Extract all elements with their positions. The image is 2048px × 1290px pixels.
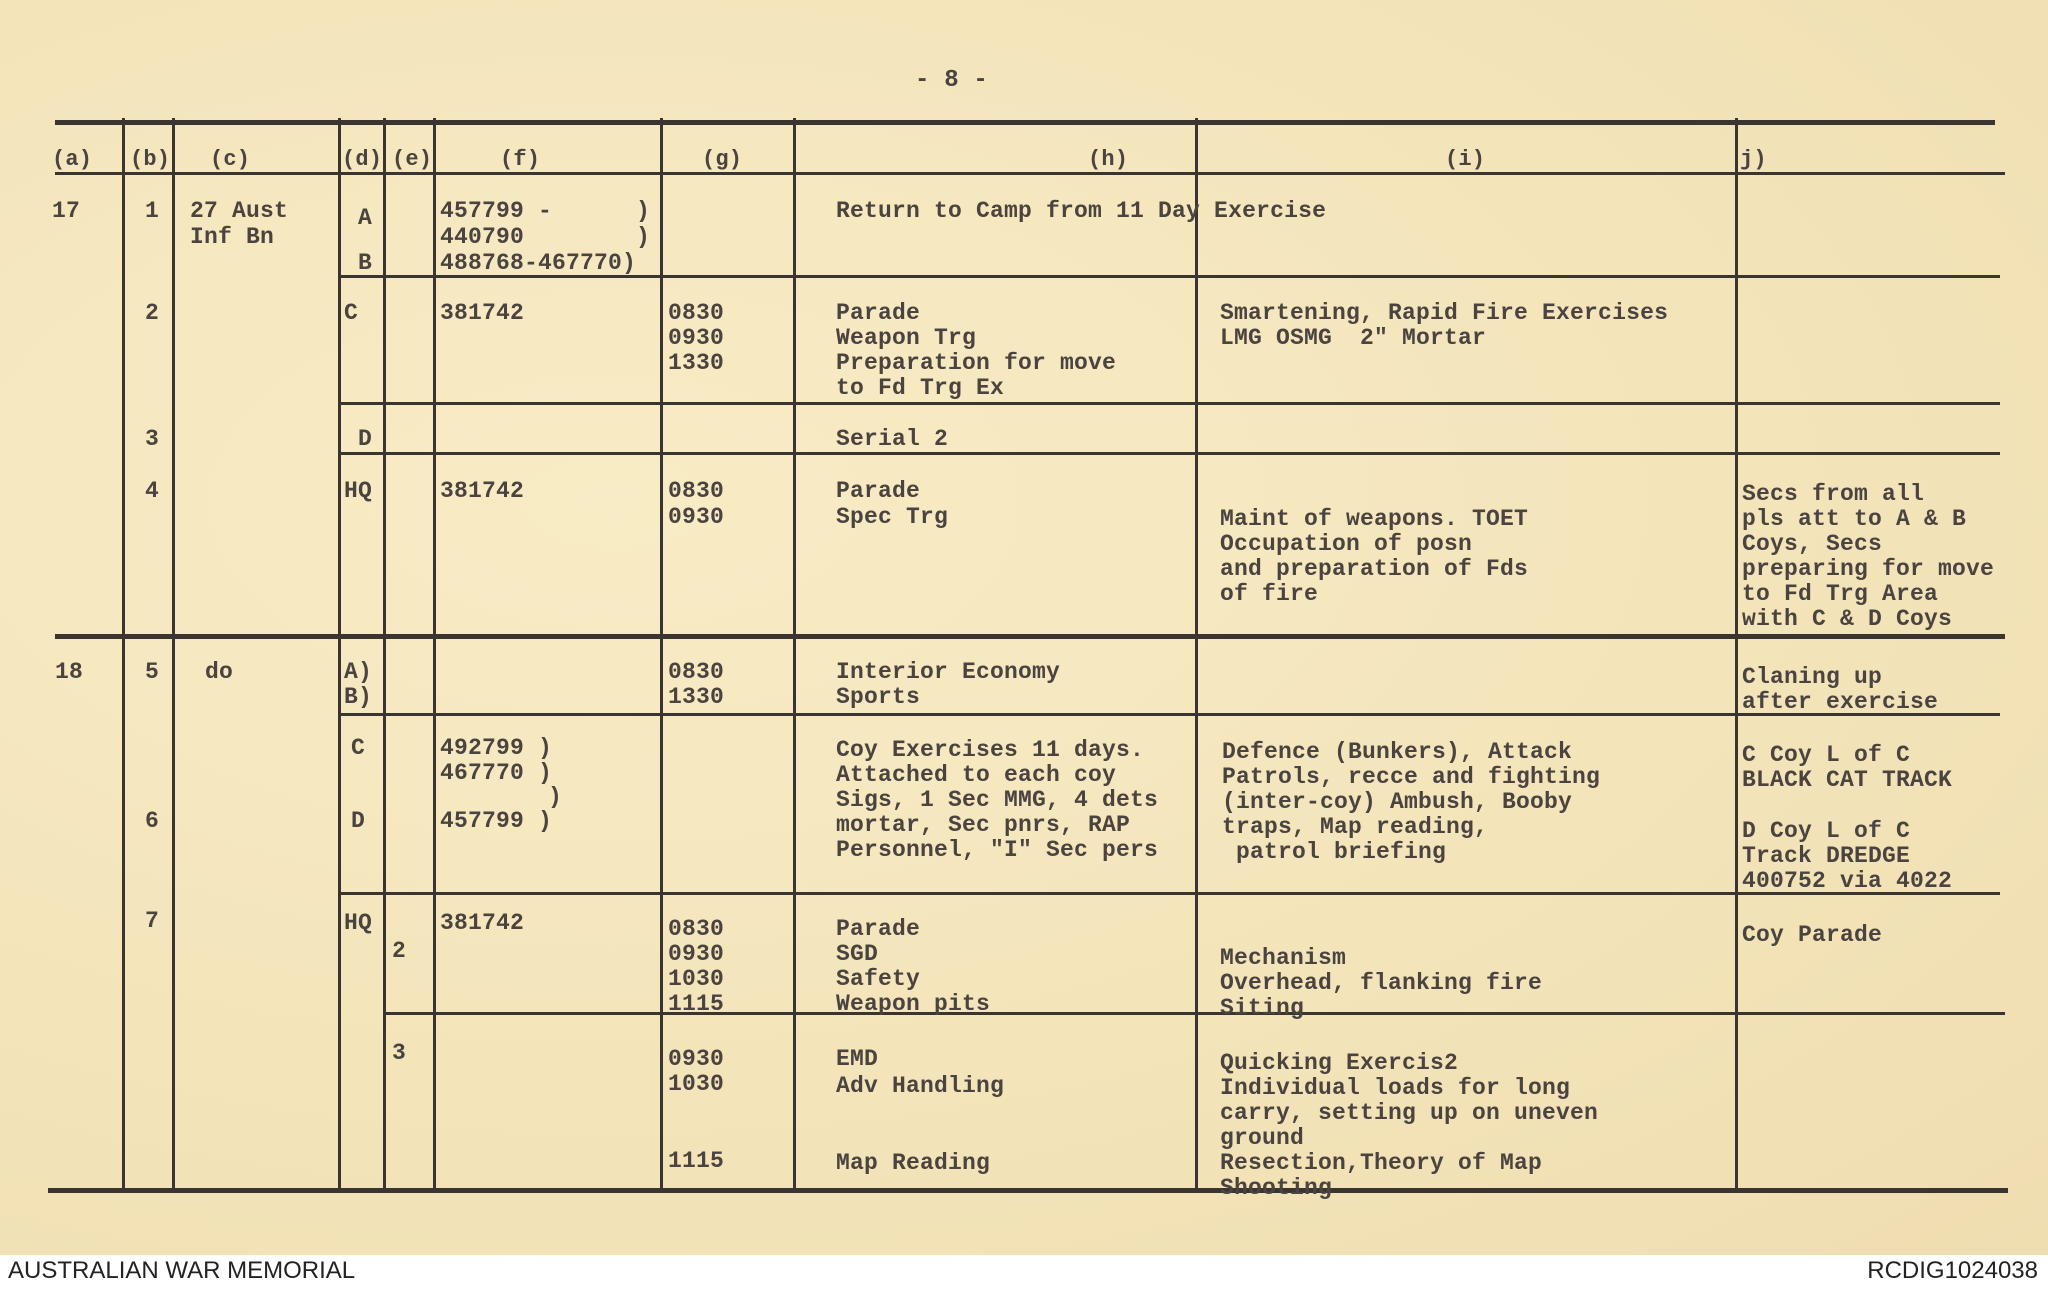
row3-serial: 3: [145, 426, 160, 452]
row1-coy-a: A: [358, 205, 373, 231]
row6-activity-2: Attached to each coy: [836, 762, 1117, 788]
header-h: (h): [1088, 147, 1129, 172]
row4-detail-4: of fire: [1220, 581, 1319, 607]
row2-serial: 2: [145, 300, 160, 326]
row1-ref-line1: 457799 - ): [440, 198, 651, 224]
row8-activity-1: EMD: [836, 1046, 879, 1072]
row6-ref-2: 467770 ): [440, 760, 553, 786]
col-rule-a: [122, 118, 125, 1190]
row4-remark-5: to Fd Trg Area: [1742, 581, 1939, 607]
row6-ref-1: 492799 ): [440, 735, 553, 761]
row2-time-1: 0830: [668, 300, 725, 326]
row6-detail-4: traps, Map reading,: [1222, 814, 1489, 840]
archive-footer: [0, 1255, 2048, 1290]
row5-coy-a: A): [344, 659, 373, 685]
row8-time-1: 0930: [668, 1046, 725, 1072]
row6-activity-1: Coy Exercises 11 days.: [836, 737, 1145, 763]
row6-activity-5: Personnel, "I" Sec pers: [836, 837, 1159, 863]
header-j: j): [1740, 147, 1767, 172]
row6-remark-3: D Coy L of C: [1742, 818, 1911, 844]
row1-serial: 1: [145, 198, 160, 224]
row2-activity-2: Weapon Trg: [836, 325, 977, 351]
row5-serial: 5: [145, 659, 160, 685]
row7-activity-1: Parade: [836, 916, 921, 942]
row6-activity-3: Sigs, 1 Sec MMG, 4 dets: [836, 787, 1159, 813]
row6-coy-d: D: [351, 808, 366, 834]
archive-reference: RCDIG1024038: [1867, 1257, 2038, 1284]
row7-remark: Coy Parade: [1742, 922, 1883, 948]
header-f: (f): [500, 147, 541, 172]
row1-unit-line2: Inf Bn: [190, 224, 275, 250]
row6-detail-1: Defence (Bunkers), Attack: [1222, 739, 1573, 765]
page-number: - 8 -: [915, 67, 989, 94]
row8-activity-3: Map Reading: [836, 1150, 991, 1176]
header-e: (e): [392, 147, 433, 172]
row7-time-3: 1030: [668, 966, 725, 992]
row4-ref: 381742: [440, 478, 525, 504]
row7-activity-4: Weapon pits: [836, 991, 991, 1017]
row1-activity: Return to Camp from 11 Day Exercise: [836, 198, 1327, 224]
row4-activity-1: Parade: [836, 478, 921, 504]
row5-coy-b: B): [344, 684, 373, 710]
row2-ref: 381742: [440, 300, 525, 326]
row6-remark-4: Track DREDGE: [1742, 843, 1911, 869]
row8-detail-2: Individual loads for long: [1220, 1075, 1571, 1101]
row8-platoon: 3: [392, 1040, 407, 1066]
row2-activity-4: to Fd Trg Ex: [836, 375, 1005, 401]
row6-detail-2: Patrols, recce and fighting: [1222, 764, 1601, 790]
rule-row-4: [55, 634, 2005, 639]
row5-remark-1: Claning up: [1742, 664, 1883, 690]
row7-ref: 381742: [440, 910, 525, 936]
row4-time-1: 0830: [668, 478, 725, 504]
col-rule-b: [172, 118, 175, 1190]
row4-time-2: 0930: [668, 504, 725, 530]
row7-platoon: 2: [392, 938, 407, 964]
row3-coy: D: [358, 426, 373, 452]
rule-bottom: [48, 1188, 2008, 1193]
row6-serial: 6: [145, 808, 160, 834]
row6-detail-5: patrol briefing: [1222, 839, 1447, 865]
row6-ref-4: 457799 ): [440, 808, 553, 834]
row1-coy-b: B: [358, 250, 373, 276]
row1-ref-line3: 488768-467770): [440, 250, 637, 276]
row2-time-3: 1330: [668, 350, 725, 376]
row1-ref-line2: 440790 ): [440, 224, 651, 250]
row5-activity-1: Interior Economy: [836, 659, 1061, 685]
row4-coy: HQ: [344, 478, 373, 504]
row7-detail-1: Mechanism: [1220, 945, 1347, 971]
row4-serial: 4: [145, 478, 160, 504]
row6-coy-c: C: [351, 735, 366, 761]
row8-activity-2: Adv Handling: [836, 1073, 1005, 1099]
row7-time-2: 0930: [668, 941, 725, 967]
header-i: (i): [1445, 147, 1486, 172]
header-b: (b): [130, 147, 171, 172]
header-d: (d): [342, 147, 383, 172]
row6-detail-3: (inter-coy) Ambush, Booby: [1222, 789, 1573, 815]
row7-time-1: 0830: [668, 916, 725, 942]
row4-activity-2: Spec Trg: [836, 504, 949, 530]
row1-unit-line1: 27 Aust: [190, 198, 289, 224]
row6-remark-2: BLACK CAT TRACK: [1742, 767, 1953, 793]
row4-detail-2: Occupation of posn: [1220, 531, 1473, 557]
col-rule-h: [1195, 118, 1198, 1190]
row8-detail-4: ground: [1220, 1125, 1305, 1151]
row4-remark-4: preparing for move: [1742, 556, 1995, 582]
row4-remark-1: Secs from all: [1742, 481, 1925, 507]
row2-detail-1: Smartening, Rapid Fire Exercises: [1220, 300, 1669, 326]
row8-time-2: 1030: [668, 1071, 725, 1097]
row5-time-2: 1330: [668, 684, 725, 710]
rule-row-3: [340, 452, 2000, 455]
col-rule-f: [660, 118, 663, 1190]
header-c: (c): [210, 147, 251, 172]
row8-detail-1: Quicking Exercis2: [1220, 1050, 1459, 1076]
row5-activity-2: Sports: [836, 684, 921, 710]
row2-activity-3: Preparation for move: [836, 350, 1117, 376]
row1-date: 17: [52, 198, 81, 224]
rule-row-2: [340, 402, 2000, 405]
row8-detail-6: Shooting: [1220, 1175, 1333, 1201]
row5-time-1: 0830: [668, 659, 725, 685]
row6-activity-4: mortar, Sec pnrs, RAP: [836, 812, 1131, 838]
archive-name: AUSTRALIAN WAR MEMORIAL: [8, 1257, 356, 1284]
row7-coy: HQ: [344, 910, 373, 936]
col-rule-c: [338, 118, 341, 1190]
row7-time-4: 1115: [668, 991, 725, 1017]
row5-date: 18: [55, 659, 84, 685]
row4-remark-6: with C & D Coys: [1742, 606, 1953, 632]
row7-activity-2: SGD: [836, 941, 879, 967]
row5-unit: do: [205, 659, 234, 685]
row4-detail-1: Maint of weapons. TOET: [1220, 506, 1529, 532]
row7-detail-2: Overhead, flanking fire: [1220, 970, 1543, 996]
header-g: (g): [702, 147, 743, 172]
row3-activity: Serial 2: [836, 426, 949, 452]
row7-activity-3: Safety: [836, 966, 921, 992]
rule-top: [55, 120, 1995, 125]
row8-detail-5: Resection,Theory of Map: [1220, 1150, 1543, 1176]
row8-time-3: 1115: [668, 1148, 725, 1174]
row2-detail-2: LMG OSMG 2" Mortar: [1220, 325, 1487, 351]
row7-serial: 7: [145, 908, 160, 934]
row6-remark-1: C Coy L of C: [1742, 742, 1911, 768]
col-rule-d: [383, 118, 386, 1190]
row8-detail-3: carry, setting up on uneven: [1220, 1100, 1599, 1126]
col-rule-e: [433, 118, 436, 1190]
row5-remark-2: after exercise: [1742, 689, 1939, 715]
col-rule-g: [793, 118, 796, 1190]
row4-remark-3: Coys, Secs: [1742, 531, 1883, 557]
row4-detail-3: and preparation of Fds: [1220, 556, 1529, 582]
row7-detail-3: Siting: [1220, 995, 1305, 1021]
row2-coy: C: [344, 300, 359, 326]
row4-remark-2: pls att to A & B: [1742, 506, 1967, 532]
col-rule-i: [1735, 118, 1738, 1190]
row6-ref-3: ): [548, 784, 563, 810]
row6-remark-5: 400752 via 4022: [1742, 868, 1953, 894]
row2-time-2: 0930: [668, 325, 725, 351]
row2-activity-1: Parade: [836, 300, 921, 326]
header-a: (a): [52, 147, 93, 172]
